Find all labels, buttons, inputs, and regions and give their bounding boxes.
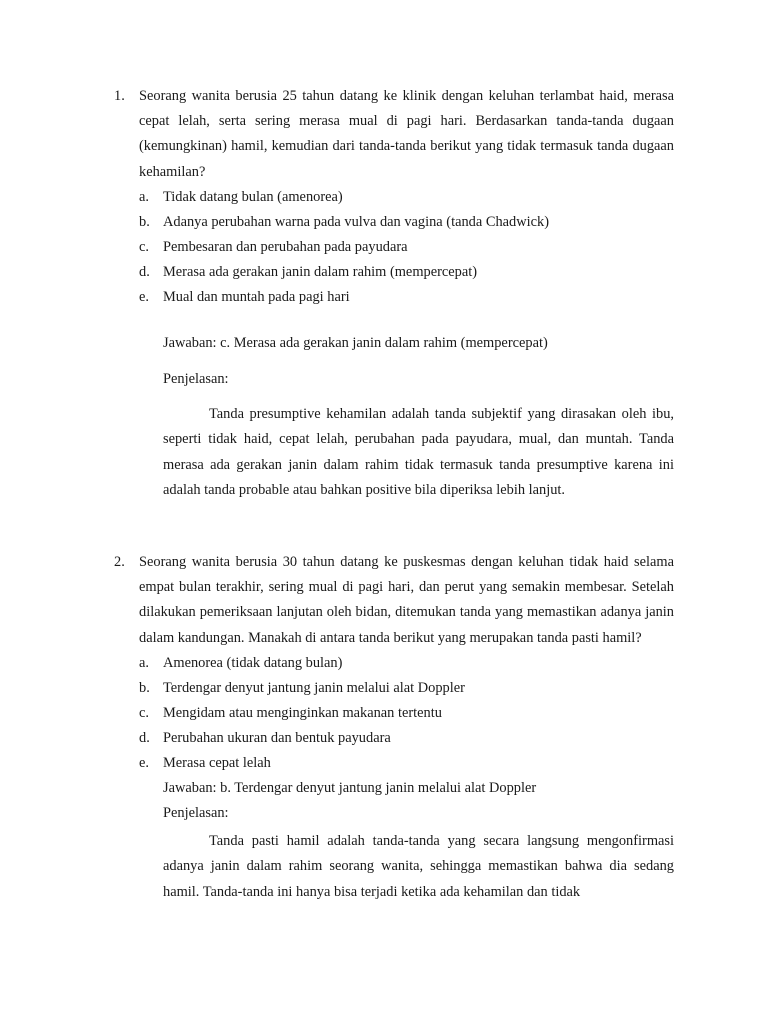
explanation-paragraph: Tanda pasti hamil adalah tanda-tanda yang secara langsung mengonfirmasi adanya janin dalam rahim seorang wanita, sehingga memastikan bahwa dia sedang hamil. Tanda-tanda ini hanya bisa terjadi ketika ada kehamilan dan tidak (163, 832, 674, 900)
explanation-paragraph: Tanda presumptive kehamilan adalah tanda subjektif yang dirasakan oleh ibu, seperti tidak haid, cepat lelah, perubahan pada payudara, mual, dan muntah. Tanda merasa ada gerakan janin dalam rahim tidak termasuk tanda presumptive karena ini adalah tanda probable atau bahkan positive bila diperiksa lebih lanjut. (163, 405, 674, 499)
option-text: Merasa cepat lelah (163, 754, 271, 771)
option-text: Terdengar denyut jantung janin melalui alat Doppler (163, 679, 465, 696)
option-d (139, 726, 674, 751)
option-text: Merasa ada gerakan janin dalam rahim (mempercepat) (163, 263, 478, 280)
question-stem: Seorang wanita berusia 30 tahun datang ke puskesmas dengan keluhan tidak haid selama empat bulan terakhir, sering mual di pagi hari, dan perut yang semakin membesar. Setelah dilakukan pemeriksaan lanjutan oleh bidan, ditemukan tanda yang memastikan adanya janin dalam kandungan. Manakah di antara tanda berikut yang merupakan tanda pasti hamil? (139, 554, 674, 646)
option-text: Pembesaran dan perubahan pada payudara (163, 238, 408, 255)
option-a (139, 651, 674, 676)
option-letter: e. (139, 754, 149, 771)
option-c (139, 235, 674, 260)
question-2 (114, 550, 674, 905)
option-letter: a. (139, 188, 149, 205)
option-letter: b. (139, 679, 150, 696)
answer-line: Jawaban: b. Terdengar denyut jantung janin melalui alat Doppler (163, 779, 537, 796)
explanation-label: Penjelasan: (163, 804, 229, 821)
question-number: 2. (114, 554, 125, 570)
option-d (139, 260, 674, 285)
option-letter: c. (139, 704, 149, 721)
option-text: Adanya perubahan warna pada vulva dan vagina (tanda Chadwick) (163, 213, 549, 230)
option-e (139, 285, 674, 310)
explanation-label: Penjelasan: (163, 370, 229, 387)
option-b (139, 676, 674, 701)
option-text: Amenorea (tidak datang bulan) (163, 654, 343, 671)
option-b (139, 210, 674, 235)
option-letter: d. (139, 729, 150, 746)
option-letter: e. (139, 288, 149, 305)
question-number: 1. (114, 88, 125, 104)
option-letter: a. (139, 654, 149, 671)
question-1 (114, 84, 674, 504)
option-text: Perubahan ukuran dan bentuk payudara (163, 729, 391, 746)
answer-line: Jawaban: c. Merasa ada gerakan janin dalam rahim (mempercepat) (163, 334, 548, 351)
option-text: Tidak datang bulan (amenorea) (163, 188, 343, 205)
question-stem: Seorang wanita berusia 25 tahun datang ke klinik dengan keluhan terlambat haid, merasa cepat lelah, serta sering merasa mual di pagi hari. Berdasarkan tanda-tanda dugaan (kemungkinan) hamil, kemudian dari tanda-tanda berikut yang tidak termasuk tanda dugaan kehamilan? (139, 88, 674, 180)
option-c (139, 701, 674, 726)
option-text: Mengidam atau menginginkan makanan tertentu (163, 704, 442, 721)
option-a (139, 185, 674, 210)
option-e (139, 751, 674, 776)
option-letter: b. (139, 213, 150, 230)
option-letter: d. (139, 263, 150, 280)
option-text: Mual dan muntah pada pagi hari (163, 288, 350, 305)
option-letter: c. (139, 238, 149, 255)
